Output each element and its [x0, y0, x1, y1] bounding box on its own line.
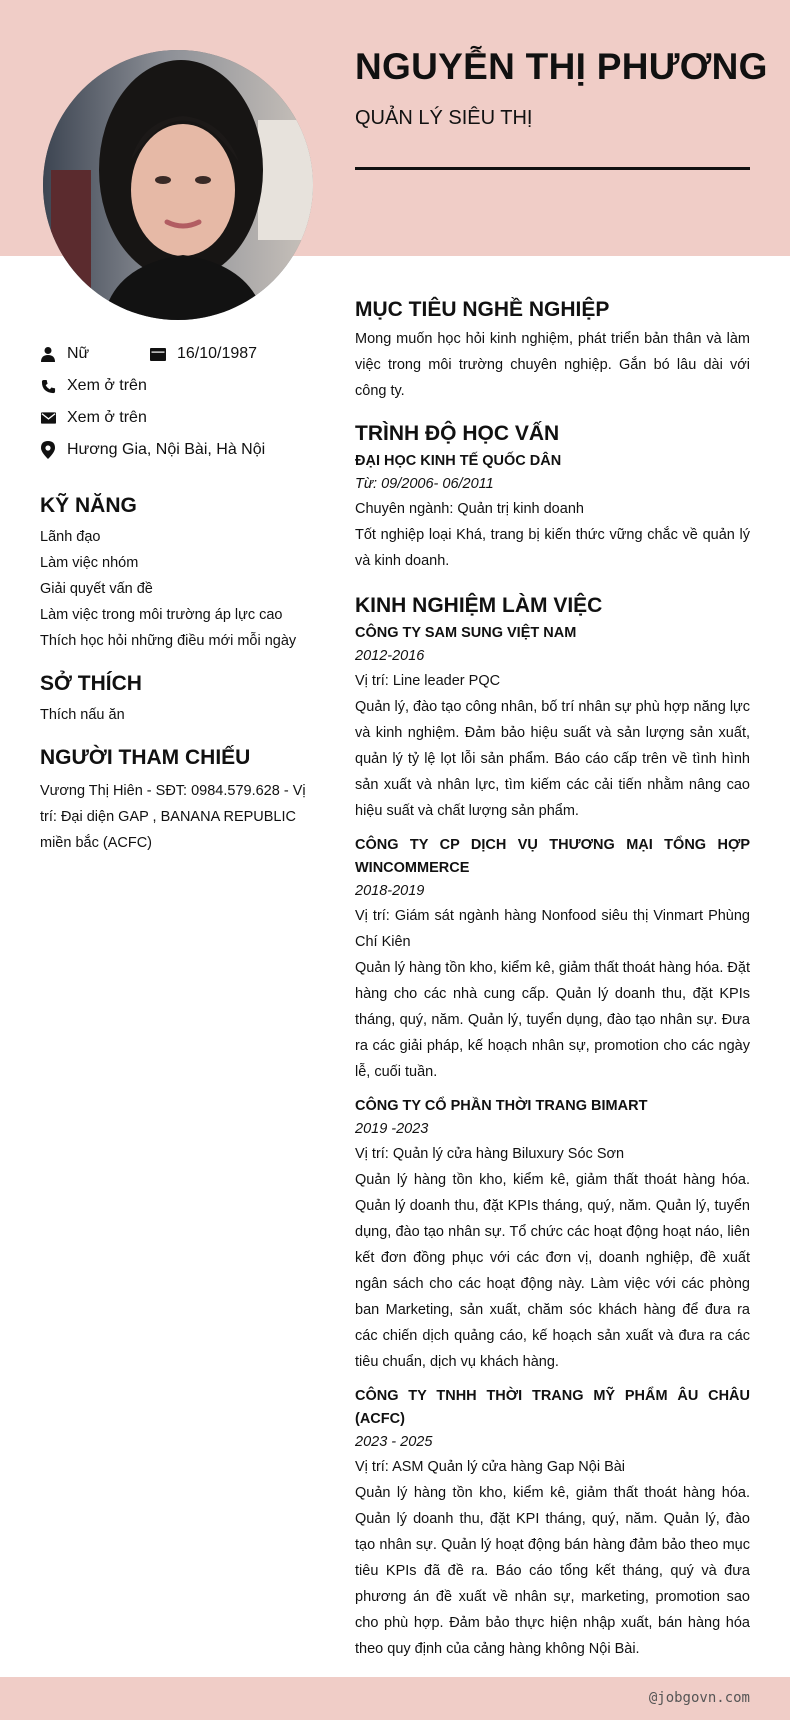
- job-entry: [355, 1095, 750, 1375]
- job-entry: [355, 622, 750, 824]
- list-item: Giải quyết vấn đề: [40, 581, 153, 597]
- email-row: [40, 402, 320, 434]
- skills-heading: KỸ NĂNG: [40, 494, 137, 517]
- education-heading: TRÌNH ĐỘ HỌC VẤN: [355, 422, 560, 445]
- company-name: CÔNG TY CP DỊCH VỤ THƯƠNG MẠI TỔNG HỢP WINCOMMERCE: [355, 837, 750, 876]
- school-name: ĐẠI HỌC KINH TẾ QUỐC DÂN: [355, 453, 562, 469]
- phone-row: [40, 370, 320, 402]
- email-value: Xem ở trên: [67, 409, 147, 426]
- phone-icon: [40, 378, 56, 394]
- company-name: CÔNG TY TNHH THỜI TRANG MỸ PHẨM ÂU CHÂU (ACFC): [355, 1388, 750, 1427]
- education-period: Từ: 09/2006- 06/2011: [355, 476, 494, 492]
- experience-heading: KINH NGHIỆM LÀM VIỆC: [355, 594, 603, 617]
- list-item: Làm việc nhóm: [40, 555, 139, 571]
- phone-value: Xem ở trên: [67, 377, 147, 394]
- location-pin-icon: [40, 442, 56, 458]
- education-major: Chuyên ngành: Quản trị kinh doanh: [355, 501, 584, 517]
- objective-text: Mong muốn học hỏi kinh nghiệm, phát triển bản thân và làm việc trong môi trường chuyên nghiệp. Gắn bó lâu dài với công ty.: [355, 331, 750, 399]
- footer-brand: @jobgovn.com: [648, 1690, 750, 1706]
- job-period: 2018-2019: [355, 883, 425, 899]
- company-name: CÔNG TY SAM SUNG VIỆT NAM: [355, 625, 577, 641]
- references-heading: NGƯỜI THAM CHIẾU: [40, 746, 251, 769]
- gender-value: Nữ: [67, 345, 90, 362]
- candidate-role: QUẢN LÝ SIÊU THỊ: [355, 107, 533, 129]
- candidate-name: NGUYỄN THỊ PHƯƠNG: [355, 46, 768, 87]
- hobbies-heading: SỞ THÍCH: [40, 672, 142, 695]
- list-item: Làm việc trong môi trường áp lực cao: [40, 607, 283, 623]
- job-position: Vị trí: Quản lý cửa hàng Biluxury Sóc Sơn: [355, 1146, 625, 1162]
- right-column: [355, 298, 750, 1662]
- skills-list: [40, 524, 320, 654]
- job-description: Quản lý hàng tồn kho, kiểm kê, giảm thất thoát hàng hóa. Đặt hàng cho các nhà cung cấp. Quản lý doanh thu, đặt KPIs tháng, quý, năm. Quản lý, tuyển dụng, đào tạo nhân sự. Đưa ra các giải pháp, kế hoạch nhân sự, promotion cho các ngày lễ, cuối tuần.: [355, 960, 750, 1080]
- gender-dob-row: [40, 338, 320, 370]
- address-row: [40, 434, 320, 466]
- job-position: Vị trí: Giám sát ngành hàng Nonfood siêu thị Vinmart Phùng Chí Kiên: [355, 908, 750, 950]
- education-description: Tốt nghiệp loại Khá, trang bị kiến thức vững chắc về quản lý và kinh doanh.: [355, 527, 750, 569]
- list-item: Lãnh đạo: [40, 529, 101, 545]
- references-text: Vương Thị Hiên - SĐT: 0984.579.628 - Vị trí: Đại diện GAP , BANANA REPUBLIC miền bắc (ACFC): [40, 783, 306, 851]
- job-entry: [355, 834, 750, 1085]
- dob-value: 16/10/1987: [177, 345, 258, 362]
- job-description: Quản lý hàng tồn kho, kiểm kê, giảm thất thoát hàng hóa. Quản lý doanh thu, đặt KPI tháng, quý, năm. Quản lý, đào tạo nhân sự. Quản lý hoạt động bán hàng đảm bảo theo mục tiêu KPIs đã đề ra. Báo cáo tổng kết tháng, quý và đưa phương án đề xuất về nhân sự, marketing, promotion sao cho phù hợp. Đảm bảo thực hiện nhập xuất, bán hàng hóa theo quy định của cảng hàng không Nội Bài.: [355, 1485, 750, 1657]
- person-icon: [40, 346, 56, 362]
- job-period: 2012-2016: [355, 648, 425, 664]
- address-value: Hương Gia, Nội Bài, Hà Nội: [67, 441, 266, 458]
- job-description: Quản lý, đào tạo công nhân, bố trí nhân sự phù hợp năng lực và kinh nghiệm. Đảm bảo hiệu suất và sản lượng sản xuất, quản lý tỷ lệ lọt lỗi sản phẩm. Báo cáo cấp trên về tình hình sản xuất và nhân lực, tìm kiếm các cải tiến nhằm nâng cao hiệu suất và chất lượng sản phẩm.: [355, 699, 750, 819]
- mail-icon: [40, 410, 56, 426]
- job-position: Vị trí: Line leader PQC: [355, 673, 501, 689]
- list-item: Thích học hỏi những điều mới mỗi ngày: [40, 633, 297, 649]
- hobbies-text: Thích nấu ăn: [40, 707, 125, 723]
- header-divider: [355, 167, 750, 170]
- calendar-icon: [150, 346, 166, 362]
- job-position: Vị trí: ASM Quản lý cửa hàng Gap Nội Bài: [355, 1459, 626, 1475]
- job-description: Quản lý hàng tồn kho, kiểm kê, giảm thất thoát hàng hóa. Quản lý doanh thu, đặt KPIs tháng, quý, năm. Quản lý, tuyển dụng, đào tạo nhân sự. Tổ chức các hoạt động hoạt náo, liên kết đơn đồng phục với các đơn vị, doanh nghiệp, đề xuất ngân sách cho các hoạt động này. Làm việc với các phòng ban Marketing, sản xuất, chăm sóc khách hàng để đưa ra các chiến dịch quảng cáo, kế hoạch sản xuất và đưa ra các tiêu chuẩn, dịch vụ khách hàng.: [355, 1172, 750, 1370]
- job-entry: [355, 1385, 750, 1662]
- job-period: 2023 - 2025: [355, 1434, 433, 1450]
- company-name: CÔNG TY CỔ PHẦN THỜI TRANG BIMART: [355, 1098, 648, 1114]
- objective-heading: MỤC TIÊU NGHỀ NGHIỆP: [355, 298, 610, 321]
- job-period: 2019 -2023: [355, 1121, 429, 1137]
- profile-photo: [43, 50, 313, 320]
- left-column: [40, 338, 320, 856]
